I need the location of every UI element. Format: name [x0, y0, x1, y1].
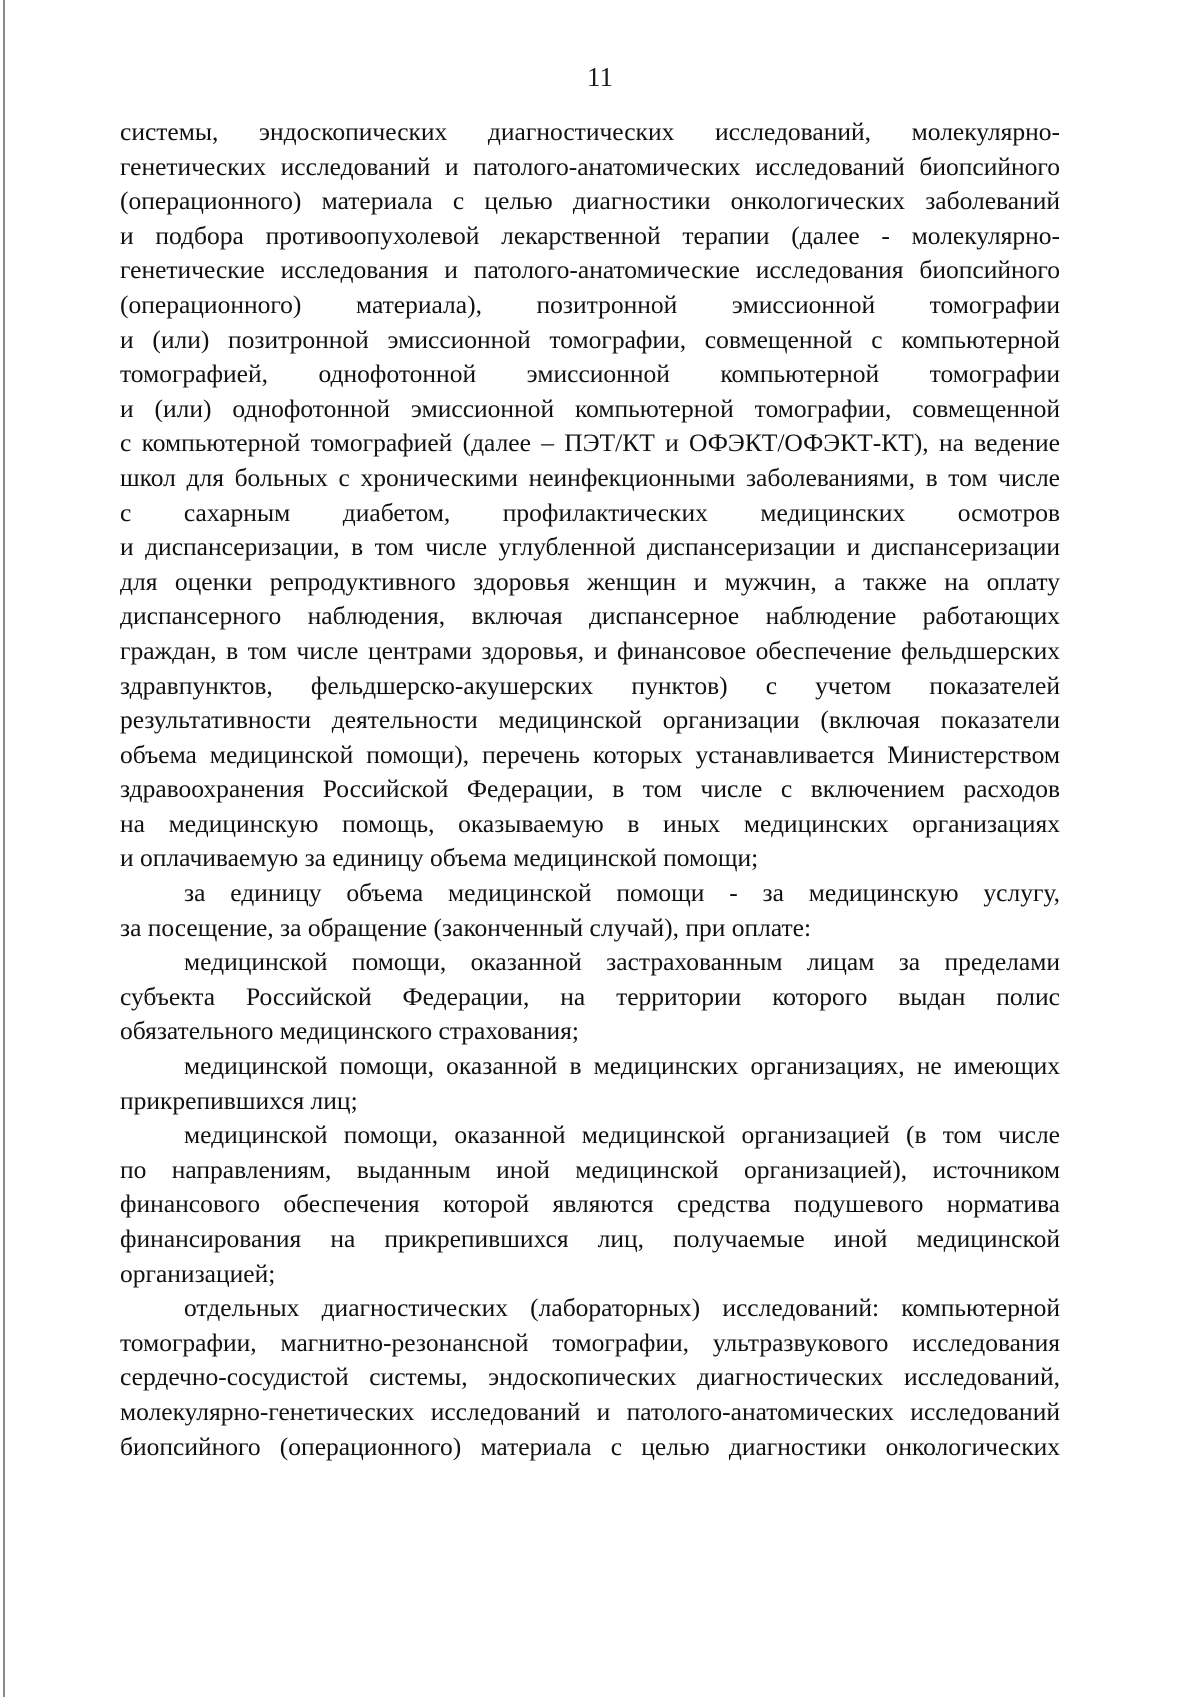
text-line: на медицинскую помощь, оказываемую в иных медицинских организациях	[120, 808, 1060, 838]
text-line: здравоохранения Российской Федерации, в том числе с включением расходов	[120, 774, 1060, 804]
text-line: результативности деятельности медицинской организации (включая показатели	[120, 705, 1060, 735]
text-line: организацией;	[120, 1258, 276, 1288]
text-line: сердечно-сосудистой системы, эндоскопических диагностических исследований,	[120, 1362, 1060, 1392]
text-line: с сахарным диабетом, профилактических медицинских осмотров	[120, 497, 1060, 527]
text-line: прикрепившихся лиц;	[120, 1085, 358, 1115]
text-line: медицинской помощи, оказанной медицинской организацией (в том числе	[184, 1120, 1060, 1150]
text-line: и диспансеризации, в том числе углубленной диспансеризации и диспансеризации	[120, 532, 1060, 562]
text-line: с компьютерной томографией (далее – ПЭТ/КТ и ОФЭКТ/ОФЭКТ-КТ), на ведение	[120, 428, 1060, 458]
text-line: генетических исследований и патолого-анатомических исследований биопсийного	[120, 151, 1060, 181]
text-line: томографии, магнитно-резонансной томографии, ультразвукового исследования	[120, 1327, 1060, 1357]
text-line: по направлениям, выданным иной медицинской организацией), источником	[120, 1154, 1060, 1184]
text-line: за посещение, за обращение (законченный случай), при оплате:	[120, 912, 812, 942]
text-line: диспансерного наблюдения, включая диспансерное наблюдение работающих	[120, 601, 1060, 631]
text-line: и (или) однофотонной эмиссионной компьютерной томографии, совмещенной	[120, 393, 1060, 423]
text-line: и (или) позитронной эмиссионной томографии, совмещенной с компьютерной	[120, 324, 1060, 354]
paragraph-p4	[120, 1049, 1060, 1118]
text-line: и подбора противоопухолевой лекарственной терапии (далее - молекулярно-	[120, 220, 1060, 250]
text-line: здравпунктов, фельдшерско-акушерских пунктов) с учетом показателей	[120, 670, 1060, 700]
paragraph-p3	[120, 945, 1060, 1049]
text-line: томографией, однофотонной эмиссионной компьютерной томографии	[120, 359, 1060, 389]
text-line: и оплачиваемую за единицу объема медицинской помощи;	[120, 843, 759, 873]
text-line: отдельных диагностических (лабораторных) исследований: компьютерной	[184, 1293, 1060, 1323]
text-line: обязательного медицинского страхования;	[120, 1016, 579, 1046]
text-line: субъекта Российской Федерации, на территории которого выдан полис	[120, 981, 1060, 1011]
text-line: финансового обеспечения которой являются средства подушевого норматива	[120, 1189, 1060, 1219]
page-number: 11	[587, 62, 613, 92]
text-line: медицинской помощи, оказанной в медицинских организациях, не имеющих	[184, 1051, 1060, 1081]
text-line: за единицу объема медицинской помощи - за медицинскую услугу,	[184, 878, 1060, 908]
document-body	[120, 115, 1060, 1464]
text-line: биопсийного (операционного) материала с целью диагностики онкологических	[120, 1431, 1060, 1461]
paragraph-p6	[120, 1291, 1060, 1464]
text-line: (операционного) материала с целью диагностики онкологических заболеваний	[120, 186, 1060, 216]
paragraph-p1	[120, 115, 1060, 876]
text-line: школ для больных с хроническими неинфекционными заболеваниями, в том числе	[120, 462, 1060, 492]
text-line: финансирования на прикрепившихся лиц, получаемые иной медицинской	[120, 1224, 1060, 1253]
text-line: генетические исследования и патолого-анатомические исследования биопсийного	[120, 255, 1060, 285]
paragraph-p5	[120, 1118, 1060, 1291]
text-line: системы, эндоскопических диагностических исследований, молекулярно-	[120, 117, 1060, 146]
page-edge-line	[3, 0, 5, 1697]
text-line: (операционного) материала), позитронной эмиссионной томографии	[120, 289, 1060, 319]
text-line: медицинской помощи, оказанной застрахованным лицам за пределами	[184, 947, 1060, 977]
paragraph-p2	[120, 876, 1060, 945]
text-line: молекулярно-генетических исследований и патолого-анатомических исследований	[120, 1396, 1060, 1426]
text-line: для оценки репродуктивного здоровья женщин и мужчин, а также на оплату	[120, 566, 1060, 596]
text-line: граждан, в том числе центрами здоровья, и финансовое обеспечение фельдшерских	[120, 635, 1060, 665]
text-line: объема медицинской помощи), перечень которых устанавливается Министерством	[120, 739, 1060, 769]
